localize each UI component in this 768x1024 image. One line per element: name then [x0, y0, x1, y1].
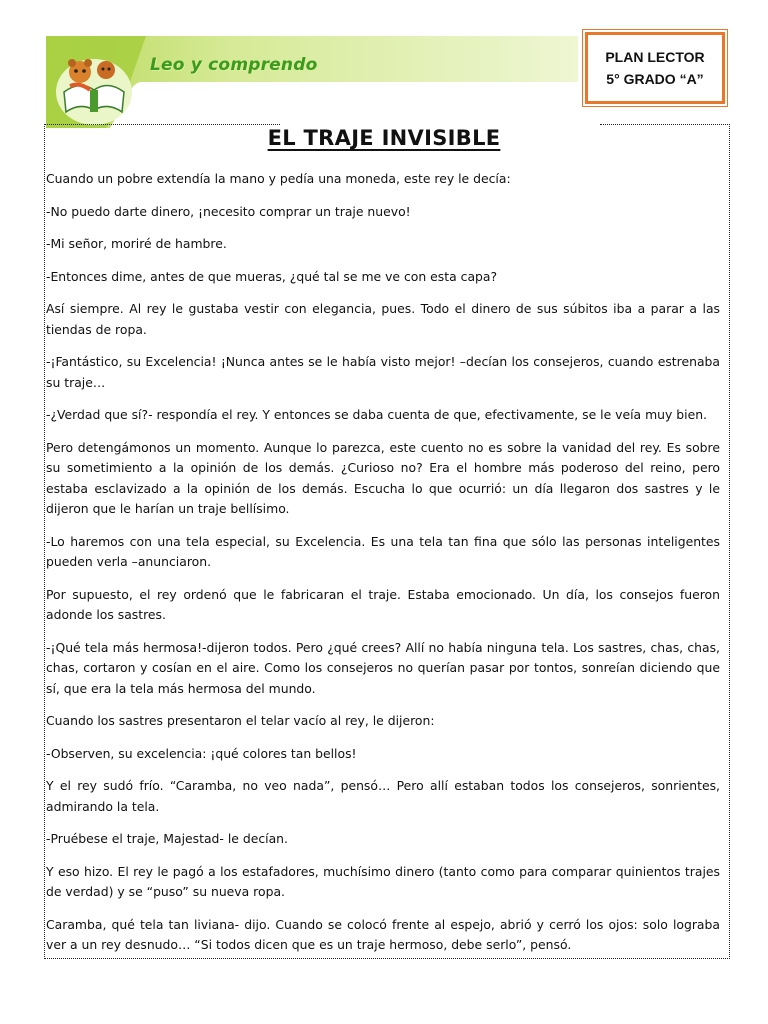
plan-lector-box [585, 32, 725, 104]
paragraph: Pero detengámonos un momento. Aunque lo parezca, este cuento no es sobre la vanidad del rey. Es sobre su sometimiento a la opinión de los demás. ¿Curioso no? Era el hombre más poderoso del reino, pero estaba esclavizado a la opinión de los demás. Escucha lo que ocurrió: un día llegaron dos sastres y le dijeron que le harían un traje bellísimo. [46, 439, 720, 516]
paragraph: Cuando los sastres presentaron el telar vacío al rey, le dijeron: [46, 713, 435, 728]
paragraph: Y eso hizo. El rey le pagó a los estafadores, muchísimo dinero (tanto como para comparar quinientos trajes de verdad) y se “puso” su nueva ropa. [46, 863, 720, 899]
paragraph: Y el rey sudó frío. “Caramba, no veo nada”, pensó… Pero allí estaban todos los consejeros, sonrientes, admirando la tela. [46, 778, 720, 814]
reading-kids-logo-icon [50, 42, 138, 128]
frame-top-rule-right [600, 124, 728, 125]
paragraph: -¡Fantástico, su Excelencia! ¡Nunca antes se le había visto mejor! –decían los consejeros, cuando estrenaba su traje… [46, 354, 720, 390]
paragraph: -Observen, su excelencia: ¡qué colores tan bellos! [46, 745, 357, 761]
paragraph: -¿Verdad que sí?- respondía el rey. Y entonces se daba cuenta de que, efectivamente, se le veía muy bien. [46, 407, 707, 422]
paragraph: Cuando un pobre extendía la mano y pedía una moneda, este rey le decía: [46, 171, 511, 186]
story-title: EL TRAJE INVISIBLE [267, 126, 501, 150]
paragraph: -Mi señor, moriré de hambre. [46, 236, 227, 251]
frame-top-rule-left [44, 124, 280, 125]
header-banner [46, 36, 578, 128]
paragraph: Caramba, qué tela tan liviana- dijo. Cuando se colocó frente al espejo, abrió y cerró los ojos: solo lograba ver a un rey desnudo… “Si todos dicen que es un traje hermoso, debe serlo”, pensó. [46, 916, 720, 952]
paragraph: -Lo haremos con una tela especial, su Excelencia. Es una tela tan fina que sólo las personas inteligentes pueden verla –anunciaron. [46, 533, 720, 569]
paragraph: -¡Qué tela más hermosa!-dijeron todos. Pero ¿qué crees? Allí no había ninguna tela. Los sastres, chas, chas, chas, cortaron y cosían en el aire. Como los consejeros no querían pasar por tontos, sonreían diciendo que sí, que era la tela más hermosa del mundo. [46, 639, 720, 696]
banner-title: Leo y comprendo [150, 55, 318, 75]
paragraph: Así siempre. Al rey le gustaba vestir con elegancia, pues. Todo el dinero de sus súbitos iba a parar a las tiendas de ropa. [46, 301, 720, 337]
paragraph: -Pruébese el traje, Majestad- le decían. [46, 831, 288, 846]
paragraph: -No puedo darte dinero, ¡necesito comprar un traje nuevo! [46, 203, 411, 219]
plan-lector-label: PLAN LECTOR [605, 49, 705, 65]
story-body [46, 169, 720, 968]
grade-label: 5° GRADO “A” [606, 71, 704, 87]
paragraph: Por supuesto, el rey ordenó que le fabricaran el traje. Estaba emocionado. Un día, los consejos fueron adonde los sastres. [46, 586, 720, 622]
paragraph: -Entonces dime, antes de que mueras, ¿qué tal se me ve con esta capa? [46, 268, 498, 284]
